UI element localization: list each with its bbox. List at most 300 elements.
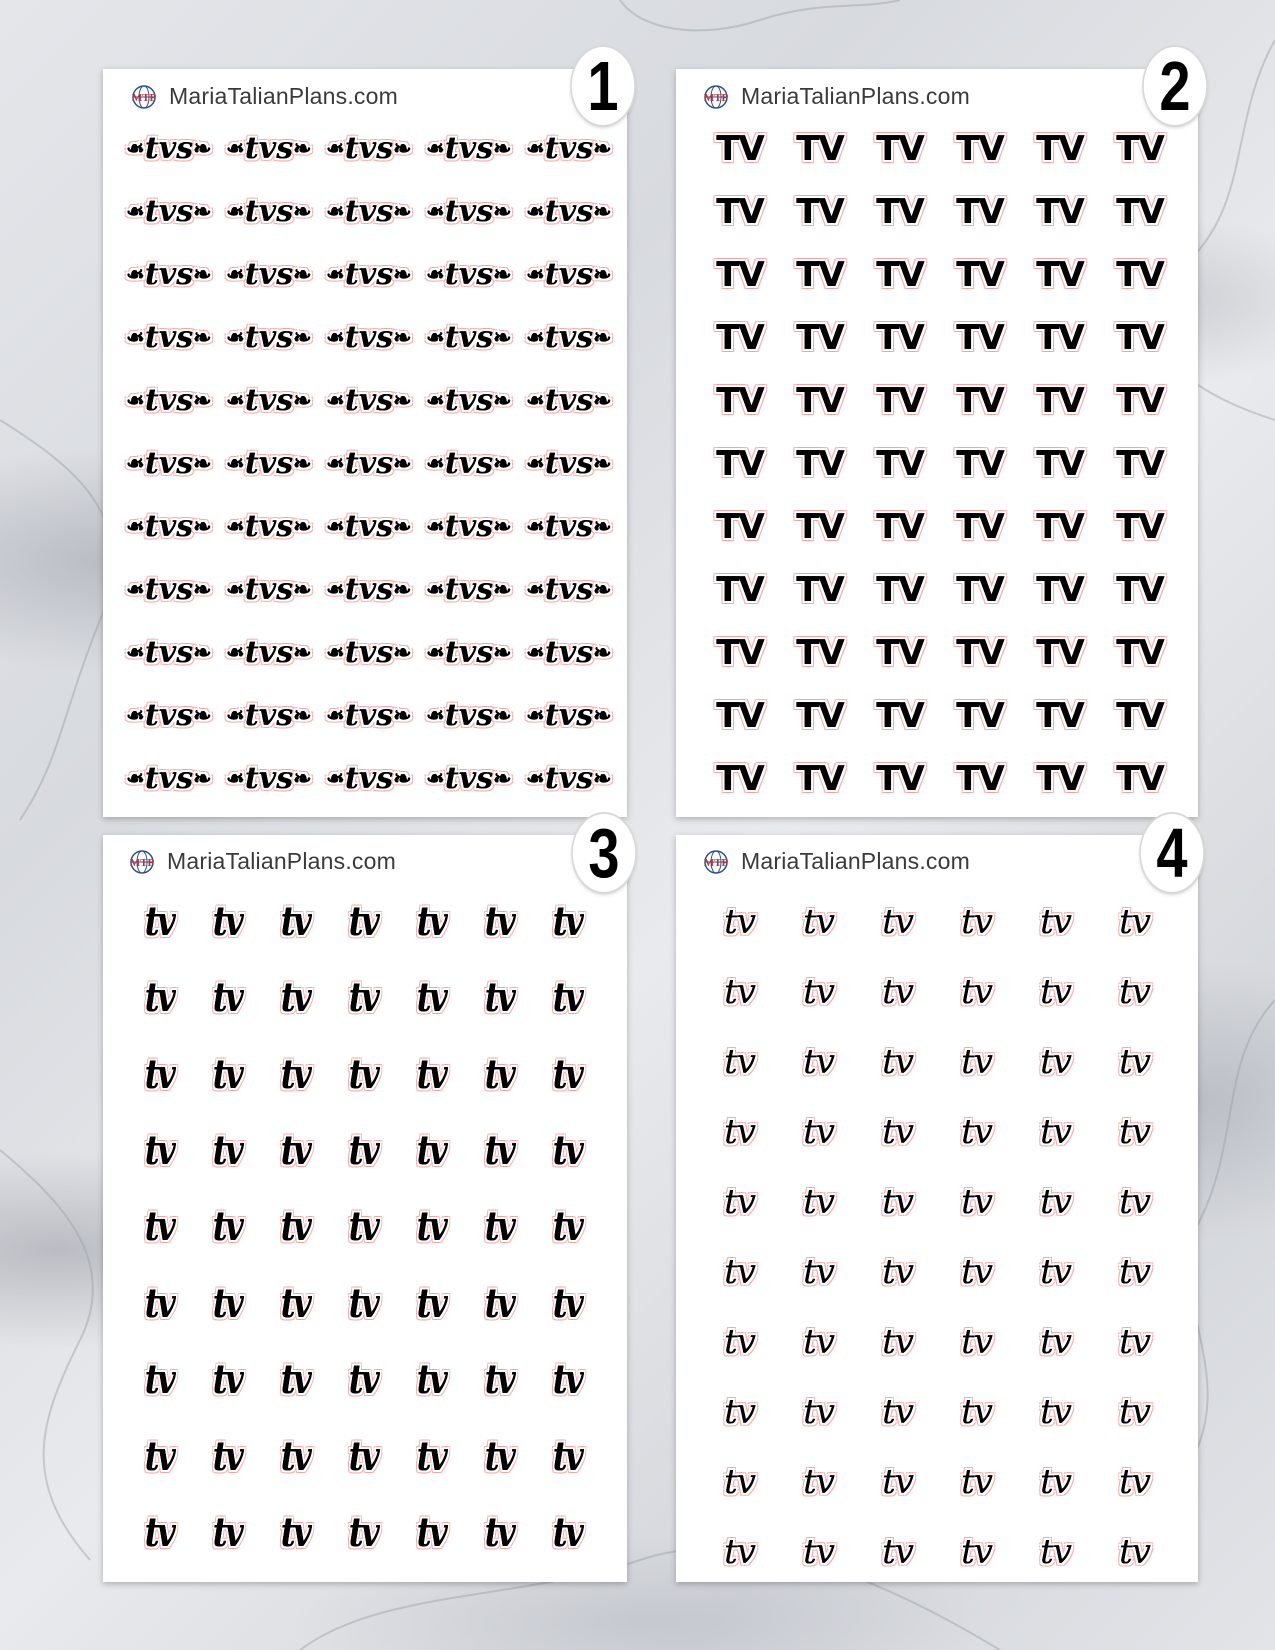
sticker xyxy=(319,495,419,558)
sticker-sheet-3 xyxy=(103,835,627,1582)
leaf-ornament-icon: ❧ xyxy=(293,387,312,414)
leaf-ornament-icon: ❧ xyxy=(593,513,612,540)
leaf-ornament-icon: ❧ xyxy=(526,324,545,351)
sticker xyxy=(319,180,419,243)
sticker: tv xyxy=(348,1509,378,1557)
globe-logo-icon xyxy=(699,84,733,110)
sticker xyxy=(519,558,619,621)
leaf-ornament-icon: ❧ xyxy=(426,261,445,288)
sticker-text: tvs xyxy=(344,131,394,166)
sticker-text: tvs xyxy=(344,446,394,481)
svg-text:MTP: MTP xyxy=(129,856,155,869)
sticker xyxy=(219,243,319,306)
sticker: TV xyxy=(1036,632,1084,673)
sticker: tv xyxy=(724,1532,755,1572)
sticker: tv xyxy=(882,902,913,942)
leaf-ornament-icon: ❧ xyxy=(393,387,412,414)
leaf-ornament-icon: ❧ xyxy=(126,387,145,414)
sticker: TV xyxy=(956,254,1004,295)
sticker xyxy=(319,558,419,621)
sticker: TV xyxy=(716,569,764,610)
leaf-ornament-icon: ❧ xyxy=(126,450,145,477)
sticker: tv xyxy=(961,1392,992,1432)
leaf-ornament-icon: ❧ xyxy=(293,450,312,477)
leaf-ornament-icon: ❧ xyxy=(593,639,612,666)
sticker: tv xyxy=(144,1356,174,1404)
sticker: TV xyxy=(876,380,924,421)
sticker: tv xyxy=(552,1127,582,1175)
sticker: tv xyxy=(1119,972,1150,1012)
leaf-ornament-icon: ❧ xyxy=(426,639,445,666)
leaf-ornament-icon: ❧ xyxy=(126,513,145,540)
sticker: tv xyxy=(348,1356,378,1404)
sticker xyxy=(519,369,619,432)
sticker-text: tvs xyxy=(144,131,194,166)
leaf-ornament-icon: ❧ xyxy=(426,135,445,162)
sticker xyxy=(519,243,619,306)
sticker: tv xyxy=(882,1532,913,1572)
sticker: tv xyxy=(144,1432,174,1480)
sheet-number-badge-3: 3 xyxy=(573,814,635,892)
sticker: tv xyxy=(280,1432,310,1480)
sticker: tv xyxy=(1040,1112,1071,1152)
sticker xyxy=(419,621,519,684)
sticker xyxy=(319,747,419,810)
leaf-ornament-icon: ❧ xyxy=(326,513,345,540)
sticker xyxy=(319,243,419,306)
sticker: TV xyxy=(796,569,844,610)
leaf-ornament-icon: ❧ xyxy=(426,450,445,477)
leaf-ornament-icon: ❧ xyxy=(526,387,545,414)
sticker: tv xyxy=(1119,1252,1150,1292)
sticker: TV xyxy=(1036,317,1084,358)
sticker xyxy=(419,117,519,180)
sticker: tv xyxy=(212,1203,242,1251)
leaf-ornament-icon: ❧ xyxy=(526,135,545,162)
sticker: TV xyxy=(956,758,1004,799)
leaf-ornament-icon: ❧ xyxy=(226,576,245,603)
sticker: TV xyxy=(956,191,1004,232)
sticker: TV xyxy=(956,380,1004,421)
sticker: tv xyxy=(724,1392,755,1432)
sticker xyxy=(119,180,219,243)
leaf-ornament-icon: ❧ xyxy=(293,135,312,162)
sticker: TV xyxy=(796,191,844,232)
sticker: tv xyxy=(724,1112,755,1152)
sticker-text: tvs xyxy=(444,761,494,796)
sticker: tv xyxy=(1040,1042,1071,1082)
leaf-ornament-icon: ❧ xyxy=(526,198,545,225)
leaf-ornament-icon: ❧ xyxy=(326,639,345,666)
sticker-text: tvs xyxy=(444,383,494,418)
sticker xyxy=(119,684,219,747)
sticker xyxy=(219,558,319,621)
sticker xyxy=(119,117,219,180)
sticker xyxy=(219,621,319,684)
sticker: tv xyxy=(724,1042,755,1082)
sticker: TV xyxy=(716,632,764,673)
sticker: tv xyxy=(280,1356,310,1404)
globe-logo-icon xyxy=(127,84,161,110)
sticker: TV xyxy=(956,128,1004,169)
leaf-ornament-icon: ❧ xyxy=(393,324,412,351)
sticker: TV xyxy=(876,443,924,484)
leaf-ornament-icon: ❧ xyxy=(326,450,345,477)
sticker xyxy=(519,117,619,180)
sticker-text: tvs xyxy=(244,383,294,418)
sticker-grid xyxy=(119,117,619,810)
sticker: TV xyxy=(876,569,924,610)
leaf-ornament-icon: ❧ xyxy=(493,324,512,351)
leaf-ornament-icon: ❧ xyxy=(226,387,245,414)
leaf-ornament-icon: ❧ xyxy=(593,450,612,477)
leaf-ornament-icon: ❧ xyxy=(493,450,512,477)
sticker xyxy=(319,684,419,747)
sticker: TV xyxy=(796,128,844,169)
sticker-text: tvs xyxy=(144,257,194,292)
sticker-grid xyxy=(700,887,1174,1587)
sticker: TV xyxy=(1116,191,1164,232)
sticker-sheet-2 xyxy=(676,69,1198,817)
sticker: TV xyxy=(716,317,764,358)
sticker: tv xyxy=(484,1509,514,1557)
sticker-text: tvs xyxy=(444,635,494,670)
sticker-text: tvs xyxy=(344,194,394,229)
sticker xyxy=(119,306,219,369)
leaf-ornament-icon: ❧ xyxy=(593,198,612,225)
sticker xyxy=(219,117,319,180)
sticker: tv xyxy=(1040,1322,1071,1362)
brand-header xyxy=(699,83,970,110)
sticker-text: tvs xyxy=(144,698,194,733)
sticker: TV xyxy=(716,128,764,169)
leaf-ornament-icon: ❧ xyxy=(293,765,312,792)
sheet-number-badge-1: 1 xyxy=(572,47,634,125)
sticker: tv xyxy=(212,974,242,1022)
sticker: tv xyxy=(961,972,992,1012)
sticker: tv xyxy=(1040,1462,1071,1502)
sticker: tv xyxy=(348,1279,378,1327)
leaf-ornament-icon: ❧ xyxy=(293,639,312,666)
sticker: tv xyxy=(1040,972,1071,1012)
svg-text:MTP: MTP xyxy=(131,91,157,104)
sticker-text: tvs xyxy=(144,509,194,544)
sticker: TV xyxy=(876,128,924,169)
sticker: tv xyxy=(552,897,582,945)
sticker: TV xyxy=(1036,695,1084,736)
leaf-ornament-icon: ❧ xyxy=(193,513,212,540)
sticker: TV xyxy=(956,506,1004,547)
sticker: tv xyxy=(144,1279,174,1327)
sticker: tv xyxy=(416,974,446,1022)
leaf-ornament-icon: ❧ xyxy=(126,324,145,351)
sticker: tv xyxy=(882,1462,913,1502)
leaf-ornament-icon: ❧ xyxy=(426,198,445,225)
sticker xyxy=(119,621,219,684)
sticker: TV xyxy=(1116,758,1164,799)
leaf-ornament-icon: ❧ xyxy=(526,639,545,666)
sticker-text: tvs xyxy=(544,446,594,481)
sticker: TV xyxy=(1116,128,1164,169)
leaf-ornament-icon: ❧ xyxy=(293,576,312,603)
leaf-ornament-icon: ❧ xyxy=(493,387,512,414)
sticker: tv xyxy=(552,1203,582,1251)
sticker: tv xyxy=(724,1252,755,1292)
leaf-ornament-icon: ❧ xyxy=(126,261,145,288)
leaf-ornament-icon: ❧ xyxy=(393,135,412,162)
leaf-ornament-icon: ❧ xyxy=(293,198,312,225)
sheet-number-badge-4: 4 xyxy=(1141,814,1203,892)
sticker-text: tvs xyxy=(144,320,194,355)
sticker: tv xyxy=(552,1050,582,1098)
sticker-text: tvs xyxy=(344,509,394,544)
leaf-ornament-icon: ❧ xyxy=(193,198,212,225)
leaf-ornament-icon: ❧ xyxy=(426,765,445,792)
sticker-text: tvs xyxy=(544,131,594,166)
sticker: TV xyxy=(876,695,924,736)
sticker xyxy=(419,747,519,810)
leaf-ornament-icon: ❧ xyxy=(393,513,412,540)
sticker: TV xyxy=(1116,317,1164,358)
sticker: tv xyxy=(484,1050,514,1098)
sticker-grid xyxy=(125,883,601,1571)
leaf-ornament-icon: ❧ xyxy=(526,765,545,792)
sticker-text: tvs xyxy=(344,572,394,607)
sticker xyxy=(419,495,519,558)
sticker: tv xyxy=(144,1509,174,1557)
sticker: tv xyxy=(416,897,446,945)
sticker-text: tvs xyxy=(144,383,194,418)
sticker: tv xyxy=(552,974,582,1022)
sticker-grid xyxy=(700,117,1180,810)
sticker-text: tvs xyxy=(544,257,594,292)
sticker: TV xyxy=(1036,254,1084,295)
sticker: tv xyxy=(212,897,242,945)
leaf-ornament-icon: ❧ xyxy=(293,324,312,351)
leaf-ornament-icon: ❧ xyxy=(393,702,412,729)
sticker: tv xyxy=(1040,1392,1071,1432)
sticker: TV xyxy=(1116,443,1164,484)
sticker: tv xyxy=(144,1050,174,1098)
leaf-ornament-icon: ❧ xyxy=(226,639,245,666)
sticker: tv xyxy=(961,902,992,942)
leaf-ornament-icon: ❧ xyxy=(193,702,212,729)
sticker xyxy=(119,432,219,495)
sticker: TV xyxy=(716,758,764,799)
sticker: TV xyxy=(1116,695,1164,736)
sticker: tv xyxy=(144,1127,174,1175)
sticker: tv xyxy=(348,1432,378,1480)
brand-header xyxy=(125,848,396,875)
sticker-text: tvs xyxy=(444,698,494,733)
sticker: tv xyxy=(961,1322,992,1362)
sticker: tv xyxy=(882,1322,913,1362)
sticker xyxy=(319,369,419,432)
sticker: tv xyxy=(1040,902,1071,942)
sticker-text: tvs xyxy=(244,509,294,544)
leaf-ornament-icon: ❧ xyxy=(493,702,512,729)
sticker-text: tvs xyxy=(344,383,394,418)
leaf-ornament-icon: ❧ xyxy=(226,324,245,351)
sticker: TV xyxy=(956,569,1004,610)
leaf-ornament-icon: ❧ xyxy=(526,576,545,603)
sticker: TV xyxy=(1116,632,1164,673)
sticker: TV xyxy=(796,317,844,358)
sticker: tv xyxy=(484,1356,514,1404)
leaf-ornament-icon: ❧ xyxy=(326,765,345,792)
sticker: TV xyxy=(1116,254,1164,295)
sticker: tv xyxy=(416,1050,446,1098)
sticker: TV xyxy=(796,254,844,295)
sticker-text: tvs xyxy=(344,635,394,670)
brand-website: MariaTalianPlans.com xyxy=(741,83,970,109)
svg-text:MTP: MTP xyxy=(703,856,729,869)
brand-website: MariaTalianPlans.com xyxy=(741,848,970,874)
sticker-text: tvs xyxy=(444,131,494,166)
sticker: tv xyxy=(961,1252,992,1292)
sticker-text: tvs xyxy=(344,698,394,733)
sticker: tv xyxy=(961,1042,992,1082)
sticker xyxy=(419,369,519,432)
sticker: TV xyxy=(716,695,764,736)
sticker: tv xyxy=(803,1392,834,1432)
sticker: tv xyxy=(416,1509,446,1557)
sticker-text: tvs xyxy=(544,383,594,418)
sticker: tv xyxy=(416,1279,446,1327)
sticker: TV xyxy=(1036,506,1084,547)
leaf-ornament-icon: ❧ xyxy=(193,765,212,792)
leaf-ornament-icon: ❧ xyxy=(526,702,545,729)
leaf-ornament-icon: ❧ xyxy=(526,513,545,540)
sticker: tv xyxy=(1040,1532,1071,1572)
leaf-ornament-icon: ❧ xyxy=(593,765,612,792)
sticker: tv xyxy=(416,1356,446,1404)
sticker-text: tvs xyxy=(444,572,494,607)
sticker: tv xyxy=(212,1050,242,1098)
leaf-ornament-icon: ❧ xyxy=(326,702,345,729)
sticker: tv xyxy=(803,1182,834,1222)
sticker: TV xyxy=(876,632,924,673)
leaf-ornament-icon: ❧ xyxy=(593,576,612,603)
sticker: TV xyxy=(716,191,764,232)
sticker: tv xyxy=(552,1279,582,1327)
sticker xyxy=(219,432,319,495)
leaf-ornament-icon: ❧ xyxy=(226,765,245,792)
leaf-ornament-icon: ❧ xyxy=(426,513,445,540)
sticker: tv xyxy=(803,1462,834,1502)
leaf-ornament-icon: ❧ xyxy=(593,702,612,729)
sticker: TV xyxy=(796,695,844,736)
sticker: tv xyxy=(803,1532,834,1572)
sticker: TV xyxy=(956,317,1004,358)
sticker: TV xyxy=(716,506,764,547)
leaf-ornament-icon: ❧ xyxy=(226,702,245,729)
sticker: tv xyxy=(484,1127,514,1175)
leaf-ornament-icon: ❧ xyxy=(193,450,212,477)
sticker-text: tvs xyxy=(144,572,194,607)
sticker: tv xyxy=(212,1432,242,1480)
sticker: tv xyxy=(144,974,174,1022)
leaf-ornament-icon: ❧ xyxy=(326,576,345,603)
leaf-ornament-icon: ❧ xyxy=(493,639,512,666)
sticker: TV xyxy=(876,758,924,799)
leaf-ornament-icon: ❧ xyxy=(226,135,245,162)
leaf-ornament-icon: ❧ xyxy=(526,450,545,477)
sticker: tv xyxy=(724,1182,755,1222)
sticker-text: tvs xyxy=(344,257,394,292)
sticker: tv xyxy=(484,1203,514,1251)
sticker: TV xyxy=(796,506,844,547)
sticker: tv xyxy=(348,1127,378,1175)
sticker: tv xyxy=(280,1050,310,1098)
leaf-ornament-icon: ❧ xyxy=(426,387,445,414)
sticker: tv xyxy=(961,1462,992,1502)
sticker xyxy=(119,495,219,558)
sticker: tv xyxy=(552,1432,582,1480)
sticker: TV xyxy=(1036,191,1084,232)
sticker: tv xyxy=(212,1356,242,1404)
sticker xyxy=(419,432,519,495)
leaf-ornament-icon: ❧ xyxy=(326,198,345,225)
leaf-ornament-icon: ❧ xyxy=(326,135,345,162)
sticker: tv xyxy=(1040,1182,1071,1222)
sticker xyxy=(319,117,419,180)
sticker xyxy=(519,684,619,747)
leaf-ornament-icon: ❧ xyxy=(226,450,245,477)
sticker-text: tvs xyxy=(544,194,594,229)
sticker xyxy=(319,621,419,684)
leaf-ornament-icon: ❧ xyxy=(393,198,412,225)
sticker: tv xyxy=(552,1509,582,1557)
sticker: tv xyxy=(724,972,755,1012)
sticker: tv xyxy=(1119,1532,1150,1572)
sticker xyxy=(419,180,519,243)
leaf-ornament-icon: ❧ xyxy=(193,639,212,666)
sticker xyxy=(219,369,319,432)
sticker-text: tvs xyxy=(544,698,594,733)
sticker-text: tvs xyxy=(444,257,494,292)
leaf-ornament-icon: ❧ xyxy=(393,576,412,603)
leaf-ornament-icon: ❧ xyxy=(326,261,345,288)
sticker: TV xyxy=(1116,506,1164,547)
sticker: TV xyxy=(796,443,844,484)
brand-website: MariaTalianPlans.com xyxy=(169,83,398,109)
sticker: TV xyxy=(876,317,924,358)
leaf-ornament-icon: ❧ xyxy=(493,135,512,162)
sticker-text: tvs xyxy=(444,509,494,544)
sticker: tv xyxy=(882,1042,913,1082)
sticker: tv xyxy=(1119,1392,1150,1432)
sticker-text: tvs xyxy=(144,635,194,670)
sticker-sheet-4 xyxy=(676,835,1198,1582)
sticker: TV xyxy=(716,380,764,421)
leaf-ornament-icon: ❧ xyxy=(126,765,145,792)
sticker: tv xyxy=(882,1112,913,1152)
sticker: tv xyxy=(348,974,378,1022)
leaf-ornament-icon: ❧ xyxy=(593,135,612,162)
sticker xyxy=(419,306,519,369)
sticker-text: tvs xyxy=(244,698,294,733)
sticker-text: tvs xyxy=(244,131,294,166)
sticker: tv xyxy=(961,1112,992,1152)
sticker: TV xyxy=(1116,380,1164,421)
sticker: tv xyxy=(416,1127,446,1175)
leaf-ornament-icon: ❧ xyxy=(493,198,512,225)
sticker xyxy=(519,432,619,495)
sticker xyxy=(519,180,619,243)
sticker xyxy=(419,243,519,306)
sticker: TV xyxy=(716,443,764,484)
